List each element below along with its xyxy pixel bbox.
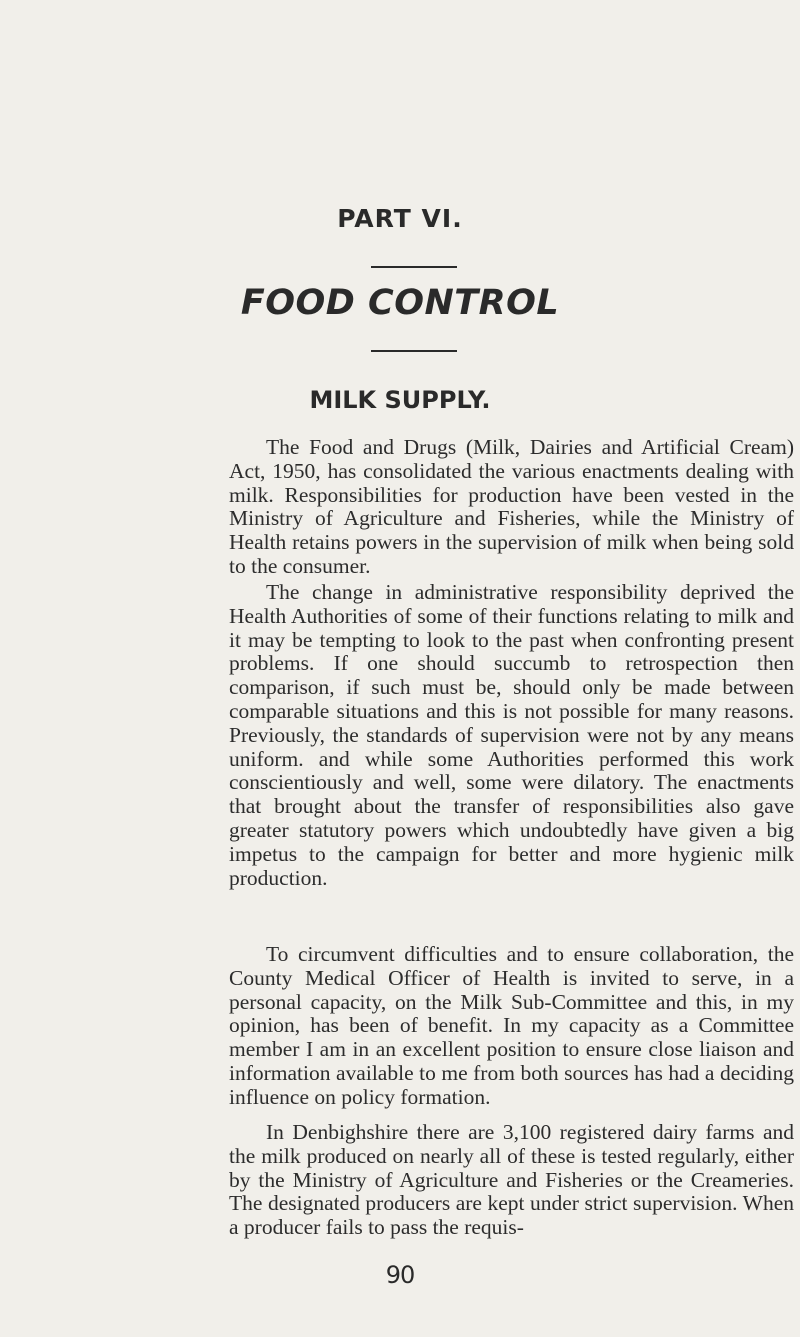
paragraph: The Food and Drugs (Milk, Dairies and Artificial Cream) Act, 1950, has consolidated the various enactments dealing with milk. Responsibilities for production have been vested in the Ministry of Agriculture and Fisheries, while the Ministry of Health retains powers in the supervision of milk when being sold to the consumer. (229, 435, 794, 578)
chapter-title: FOOD CONTROL (240, 283, 560, 323)
paragraph: To circumvent difficulties and to ensure collaboration, the County Medical Officer of Health is invited to serve, in a personal capacity, on the Milk Sub-Committee and this, in my opinion, has been of benefit. In my capacity as a Committee member I am in an excellent position to ensure close liaison and information available to me from both sources has had a deciding influence on policy formation. (229, 942, 794, 1109)
section-heading: MILK SUPPLY. (309, 386, 491, 414)
paragraph: The change in administrative responsibility deprived the Health Authorities of some of their functions relating to milk and it may be tempting to look to the past when confronting present problems. If one should succumb to retrospection then comparison, if such must be, should only be made between comparable situations and this is not possible for many reasons. Previously, the standards of supervision were not by any means uniform. and while some Authorities performed this work conscientiously and well, some were dilatory. The enactments that brought about the transfer of responsibilities also gave greater statutory powers which undoubtedly have given a big impetus to the campaign for better and more hygienic milk production. (229, 580, 794, 890)
part-heading: PART VI. (337, 204, 463, 233)
divider-rule-bottom (371, 350, 457, 352)
divider-rule-top (371, 266, 457, 268)
page-number: 90 (385, 1261, 415, 1289)
paragraph: In Denbighshire there are 3,100 registered dairy farms and the milk produced on nearly all of these is tested regularly, either by the Ministry of Agriculture and Fisheries or the Creameries. The designated producers are kept under strict supervision. When a producer fails to pass the requis- (229, 1120, 794, 1240)
